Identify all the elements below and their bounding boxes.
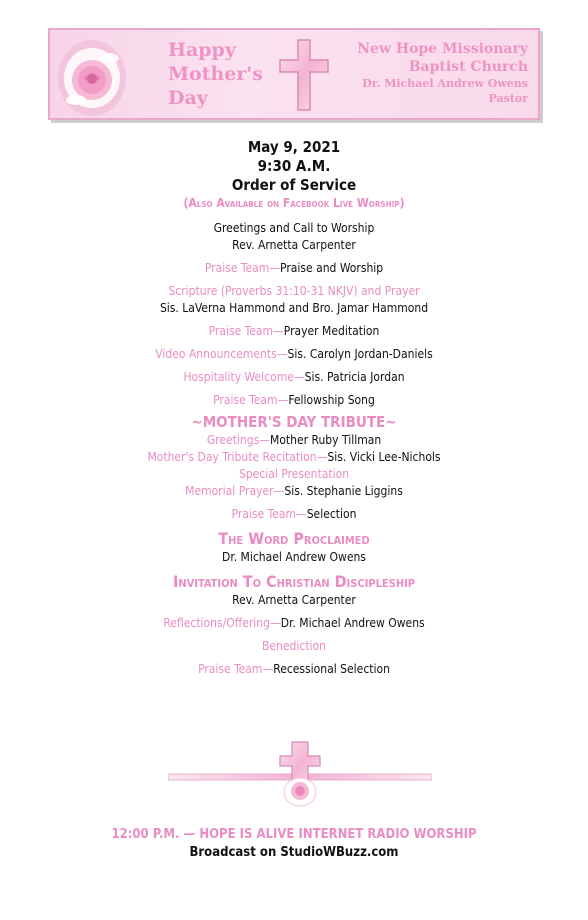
prayer-text: Prayer Meditation <box>283 324 380 338</box>
footer <box>0 826 588 862</box>
benediction-item <box>0 638 588 655</box>
fellowship-role: Praise Team— <box>213 393 289 407</box>
pastor-name: Dr. Michael Andrew Owens <box>362 77 528 90</box>
hospitality-role: Hospitality Welcome— <box>183 370 305 384</box>
prayer-meditation-item <box>0 323 588 340</box>
praise-worship-item <box>0 260 588 277</box>
tribute-greetings-name: Mother Ruby Tillman <box>270 433 382 447</box>
benediction-label: Benediction <box>261 639 326 653</box>
fellowship-text: Fellowship Song <box>288 393 375 407</box>
scripture-readers: Sis. LaVerna Hammond and Bro. Jamar Hammond <box>159 301 429 315</box>
word-speaker: Dr. Michael Andrew Owens <box>222 550 366 564</box>
also-available-note: (Also Available on Facebook Live Worship) <box>183 196 405 210</box>
recessional-text: Recessional Selection <box>273 662 390 676</box>
rose-icon <box>284 778 316 806</box>
praise-role: Praise Team— <box>204 261 281 275</box>
word-heading: The Word Proclaimed <box>218 529 370 548</box>
service-title: Order of Service <box>231 176 357 194</box>
service-time: 9:30 A.M. <box>257 157 331 175</box>
word-section <box>0 529 588 566</box>
greetings-line: Greetings and Call to Worship <box>213 221 375 235</box>
tribute-greetings-role: Greetings— <box>206 433 270 447</box>
praise-text: Praise and Worship <box>280 261 384 275</box>
greetings-leader: Rev. Arnetta Carpenter <box>232 238 356 252</box>
church-name-line-1: New Hope Missionary <box>357 41 528 57</box>
tribute-section <box>0 413 588 500</box>
fellowship-item <box>0 392 588 409</box>
scripture-item <box>0 283 588 317</box>
recessional-role: Praise Team— <box>198 662 274 676</box>
invitation-heading: Invitation To Christian Discipleship <box>172 572 416 591</box>
memorial-name: Sis. Stephanie Liggins <box>284 484 403 498</box>
selection-text: Selection <box>306 507 357 521</box>
selection-role: Praise Team— <box>231 507 307 521</box>
header-banner <box>48 28 540 120</box>
happy-line-3: Day <box>168 87 208 109</box>
tribute-heading: ~MOTHER'S DAY TRIBUTE~ <box>191 413 397 431</box>
recessional-item <box>0 661 588 678</box>
recitation-role: Mother's Day Tribute Recitation— <box>147 450 328 464</box>
hospitality-name: Sis. Patricia Jordan <box>304 370 405 384</box>
radio-worship-line: 12:00 P.M. — HOPE IS ALIVE INTERNET RADIO WORSHIP <box>111 827 477 842</box>
cross-icon <box>278 38 330 112</box>
reflections-role: Reflections/Offering— <box>163 616 281 630</box>
prayer-role: Praise Team— <box>208 324 284 338</box>
order-of-service <box>0 138 588 678</box>
hospitality-item <box>0 369 588 386</box>
broadcast-line: Broadcast on StudioWBuzz.com <box>189 845 399 860</box>
special-presentation: Special Presentation <box>238 467 350 481</box>
announcements-item <box>0 346 588 363</box>
memorial-role: Memorial Prayer— <box>185 484 285 498</box>
selection-item <box>0 506 588 523</box>
rose-icon <box>56 34 128 118</box>
greetings-item <box>0 220 588 254</box>
reflections-item <box>0 615 588 632</box>
church-name-line-2: Baptist Church <box>408 59 528 75</box>
happy-line-2: Mother's <box>168 63 263 85</box>
reflections-name: Dr. Michael Andrew Owens <box>280 616 425 630</box>
announcements-role: Video Announcements— <box>155 347 288 361</box>
service-date: May 9, 2021 <box>247 138 341 156</box>
recitation-name: Sis. Vicki Lee-Nichols <box>327 450 441 464</box>
announcements-name: Sis. Carolyn Jordan-Daniels <box>287 347 433 361</box>
happy-line-1: Happy <box>168 39 236 61</box>
happy-mothers-day-title <box>168 38 278 110</box>
cross-rose-divider <box>168 740 432 810</box>
scripture-line: Scripture (Proverbs 31:10-31 NKJV) and Prayer <box>168 284 420 298</box>
invitation-section <box>0 572 588 609</box>
invitation-leader: Rev. Arnetta Carpenter <box>232 593 356 607</box>
church-info <box>328 40 528 106</box>
pastor-title: Pastor <box>488 92 528 105</box>
